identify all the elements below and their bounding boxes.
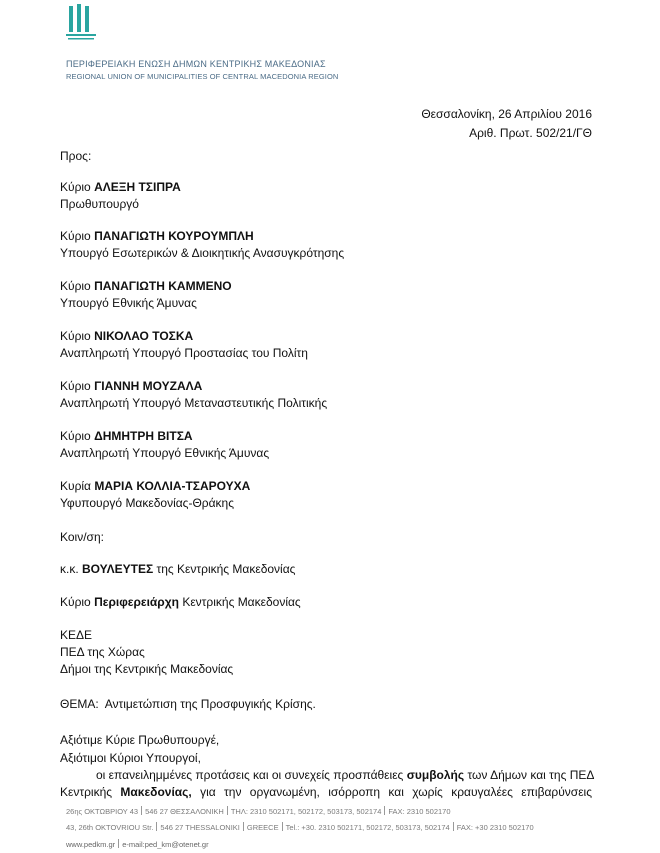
recipient-name-line: Κύριο ΔΗΜΗΤΡΗ ΒΙΤΣΑ [60,429,193,443]
cc-ped: ΠΕΔ της Χώρας [60,645,145,659]
recipient-role: Υφυπουργό Μακεδονίας-Θράκης [60,496,235,510]
to-label: Προς: [60,149,92,163]
cc-kede: ΚΕΔΕ [60,628,93,642]
recipient-role: Υπουργό Εσωτερικών & Διοικητικής Ανασυγκρότησης [60,246,345,260]
protocol-number: Αριθ. Πρωτ. 502/21/ΓΘ [469,126,592,140]
salutation-prime-minister: Αξιότιμε Κύριε Πρωθυπουργέ, [60,733,220,747]
cc-regional-governor-line: Κύριο Περιφερειάρχη Κεντρικής Μακεδονίας [60,595,301,609]
cc-label: Κοιν/ση: [60,530,104,544]
recipient-role: Υπουργό Εθνικής Άμυνας [60,296,197,310]
recipient-role: Αναπληρωτή Υπουργό Εθνικής Άμυνας [60,446,270,460]
recipient-role: Αναπληρωτή Υπουργό Μεταναστευτικής Πολιτικής [60,396,328,410]
footer-address-english: 43, 26th OKTOVRIOU Str. 546 27 THESSALONIKI GREECE Tel.: +30. 2310 502171, 502172, 503173, 502174 FAX: +30 2310 502170 [66,823,534,832]
organization-name-greek: ΠΕΡΙΦΕΡΕΙΑΚΗ ΕΝΩΣΗ ΔΗΜΩΝ ΚΕΝΤΡΙΚΗΣ ΜΑΚΕΔΟΝΙΑΣ [66,59,326,69]
recipient-name-line: Κυρία ΜΑΡΙΑ ΚΟΛΛΙΑ-ΤΣΑΡΟΥΧΑ [60,479,251,493]
body-paragraph-line-1: οι επανειλημμένες προτάσεις και οι συνεχείς προσπάθειες συμβολής των Δήμων και της ΠΕΔ [96,768,595,782]
salutation-ministers: Αξιότιμοι Κύριοι Υπουργοί, [60,751,201,765]
website-link[interactable]: www.pedkm.gr [66,840,116,849]
body-paragraph-line-2: Κεντρικής Μακεδονίας, για την οργανωμένη, ισόρροπη και χωρίς κραυγαλέες επιβαρύνσεις [60,785,593,799]
recipient-name-line: Κύριο ΓΙΑΝΝΗ ΜΟΥΖΑΛΑ [60,379,203,393]
recipient-name-line: Κύριο ΠΑΝΑΓΙΩΤΗ ΚΑΜΜΕΝΟ [60,279,232,293]
recipient-name-line: Κύριο ΠΑΝΑΓΙΩΤΗ ΚΟΥΡΟΥΜΠΛΗ [60,229,254,243]
cc-municipalities: Δήμοι της Κεντρικής Μακεδονίας [60,662,234,676]
organization-name-english: REGIONAL UNION OF MUNICIPALITIES OF CENTRAL MACEDONIA REGION [66,72,339,81]
place-date: Θεσσαλονίκη, 26 Απριλίου 2016 [421,107,592,121]
subject-line: ΘΕΜΑ: Αντιμετώπιση της Προσφυγικής Κρίσης. [60,697,316,711]
recipient-name-line: Κύριο ΝΙΚΟΛΑΟ ΤΟΣΚΑ [60,329,194,343]
footer-contact [66,839,209,849]
cc-mps-line: κ.κ. ΒΟΥΛΕΥΤΕΣ της Κεντρικής Μακεδονίας [60,562,296,576]
footer-address-greek: 26ης ΟΚΤΩΒΡΙΟΥ 43 546 27 ΘΕΣΣΑΛΟΝΙΚΗ ΤΗΛ: 2310 502171, 502172, 503173, 502174 FAX: 2310 502170 [66,807,451,816]
email-link[interactable]: e-mail:ped_km@otenet.gr [122,840,209,849]
recipient-name-line: Κύριο ΑΛΕΞΗ ΤΣΙΠΡΑ [60,180,181,194]
recipient-role: Αναπληρωτή Υπουργό Προστασίας του Πολίτη [60,346,308,360]
recipient-role: Πρωθυπουργό [60,197,139,211]
organization-logo-icon [66,4,96,42]
